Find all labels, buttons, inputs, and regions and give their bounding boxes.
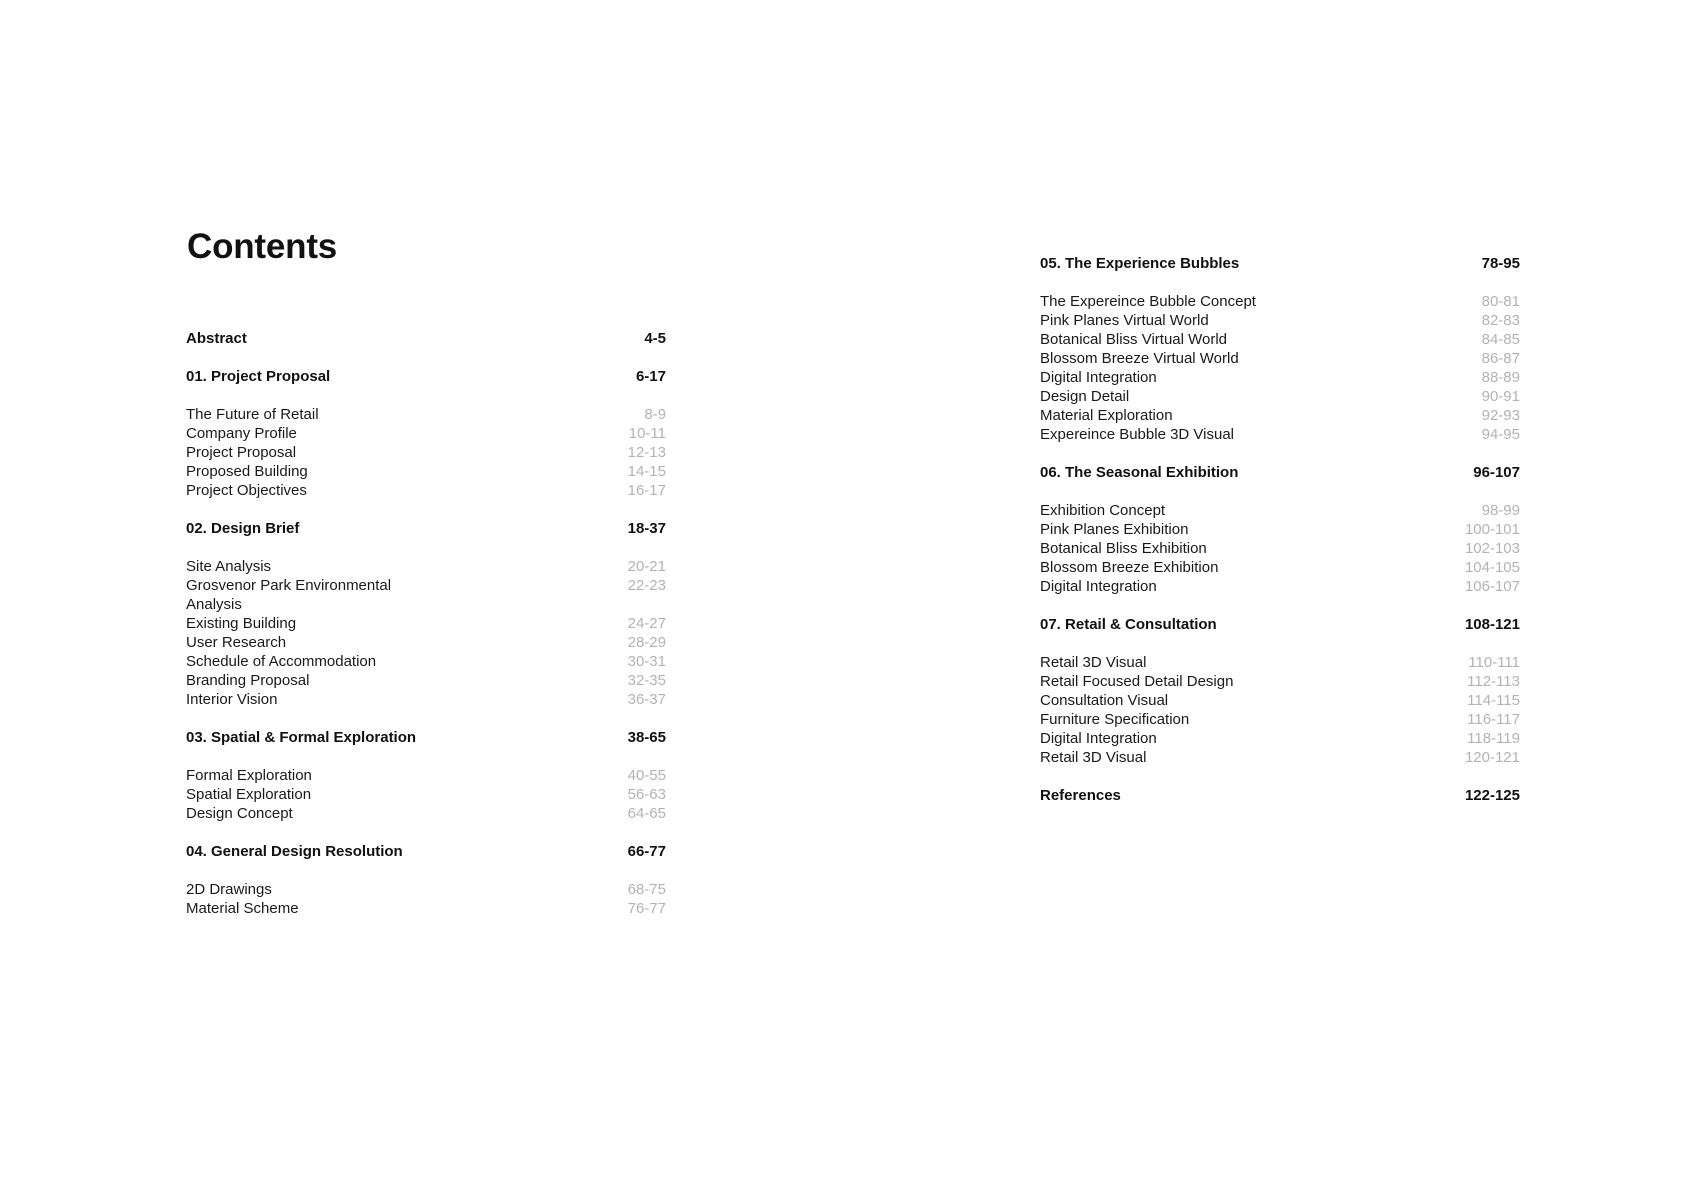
toc-item: [1040, 349, 1520, 368]
toc-item-label: Blossom Breeze Exhibition: [1040, 559, 1219, 576]
toc-item-pages: 116-117: [1467, 711, 1520, 728]
toc-item: [1040, 710, 1520, 729]
toc-item-pages: 14-15: [627, 463, 666, 480]
toc-item: [1040, 387, 1520, 406]
toc-item: [1040, 748, 1520, 767]
toc-item: [186, 405, 666, 424]
toc-heading: [186, 367, 666, 386]
toc-item-label: Pink Planes Virtual World: [1040, 312, 1209, 329]
toc-section: [1040, 463, 1520, 596]
toc-item: [1040, 406, 1520, 425]
toc-heading-label: References: [1040, 787, 1121, 804]
toc-item: [1040, 292, 1520, 311]
toc-section: [186, 519, 666, 709]
toc-heading: [186, 728, 666, 747]
toc-item: [1040, 577, 1520, 596]
toc-item-pages: 80-81: [1481, 293, 1520, 310]
toc-item-pages: 112-113: [1467, 673, 1520, 690]
toc-item-pages: 36-37: [627, 691, 666, 708]
toc-item-pages: 90-91: [1481, 388, 1520, 405]
toc-item: [1040, 330, 1520, 349]
toc-item: [186, 424, 666, 443]
toc-heading-label: 02. Design Brief: [186, 520, 300, 537]
toc-item: [186, 785, 666, 804]
toc-item: [1040, 672, 1520, 691]
toc-item: [186, 633, 666, 652]
toc-item-label: Furniture Specification: [1040, 711, 1190, 728]
toc-heading: [1040, 786, 1520, 805]
toc-item: [186, 766, 666, 785]
toc-heading: [1040, 254, 1520, 273]
toc-item-label: Exhibition Concept: [1040, 502, 1166, 519]
toc-item: [186, 443, 666, 462]
toc-item-pages: 30-31: [627, 653, 666, 670]
toc-item: [186, 481, 666, 500]
toc-heading-pages: 96-107: [1473, 464, 1520, 481]
toc-item-label: Pink Planes Exhibition: [1040, 521, 1189, 538]
toc-item: [186, 880, 666, 899]
toc-item-pages: 76-77: [627, 900, 666, 917]
toc-item-label: The Future of Retail: [186, 406, 319, 423]
toc-item-label: Digital Integration: [1040, 369, 1157, 386]
toc-heading: [1040, 463, 1520, 482]
toc-item-pages: 32-35: [627, 672, 666, 689]
toc-item: [1040, 653, 1520, 672]
toc-section: [1040, 615, 1520, 767]
toc-item-label: Digital Integration: [1040, 730, 1157, 747]
toc-item: [1040, 425, 1520, 444]
toc-item: [1040, 539, 1520, 558]
toc-item: [1040, 558, 1520, 577]
toc-item-pages: 24-27: [627, 615, 666, 632]
toc-item-label: Design Concept: [186, 805, 293, 822]
toc-item: [186, 576, 666, 614]
toc-item-pages: 10-11: [628, 425, 666, 442]
toc-item-label: Design Detail: [1040, 388, 1130, 405]
toc-item-label: Botanical Bliss Virtual World: [1040, 331, 1228, 348]
toc-item-pages: 40-55: [627, 767, 666, 784]
toc-item-label: Branding Proposal: [186, 672, 310, 689]
toc-item-pages: 118-119: [1467, 730, 1520, 747]
toc-section: [186, 367, 666, 500]
toc-item-label: Project Objectives: [186, 482, 307, 499]
toc-item-label: Expereince Bubble 3D Visual: [1040, 426, 1235, 443]
toc-item-pages: 100-101: [1464, 521, 1520, 538]
toc-section: [1040, 254, 1520, 444]
toc-heading-label: Abstract: [186, 330, 247, 347]
toc-item-pages: 120-121: [1464, 749, 1520, 766]
toc-item-label: Consultation Visual: [1040, 692, 1169, 709]
toc-item-pages: 20-21: [627, 558, 666, 575]
toc-item-label: Blossom Breeze Virtual World: [1040, 350, 1239, 367]
toc-section: [186, 842, 666, 918]
toc-item-label: Formal Exploration: [186, 767, 312, 784]
toc-item-pages: 104-105: [1464, 559, 1520, 576]
toc-heading-label: 05. The Experience Bubbles: [1040, 255, 1240, 272]
toc-item-label: Retail Focused Detail Design: [1040, 673, 1234, 690]
toc-item-label: Spatial Exploration: [186, 786, 312, 803]
toc-item-label: The Expereince Bubble Concept: [1040, 293, 1256, 310]
toc-item: [186, 462, 666, 481]
toc-heading-pages: 66-77: [627, 843, 666, 860]
toc-item-pages: 94-95: [1481, 426, 1520, 443]
toc-item: [1040, 501, 1520, 520]
toc-item-pages: 68-75: [627, 881, 666, 898]
toc-item: [1040, 729, 1520, 748]
toc-item-pages: 16-17: [627, 482, 666, 499]
toc-item-pages: 82-83: [1481, 312, 1520, 329]
contents-column-right: [1040, 254, 1520, 824]
toc-item-label: Botanical Bliss Exhibition: [1040, 540, 1207, 557]
toc-heading: [186, 842, 666, 861]
toc-item-pages: 86-87: [1481, 350, 1520, 367]
toc-item-pages: 84-85: [1481, 331, 1520, 348]
toc-item-pages: 64-65: [627, 805, 666, 822]
toc-item-label: 2D Drawings: [186, 881, 272, 898]
toc-item-label: Digital Integration: [1040, 578, 1157, 595]
toc-heading-label: 01. Project Proposal: [186, 368, 331, 385]
toc-heading-pages: 108-121: [1464, 616, 1520, 633]
toc-item-label: Existing Building: [186, 615, 297, 632]
toc-item: [1040, 311, 1520, 330]
contents-column-left: [186, 329, 666, 937]
toc-heading-label: 07. Retail & Consultation: [1040, 616, 1217, 633]
toc-heading: [186, 329, 666, 348]
toc-heading-pages: 122-125: [1464, 787, 1520, 804]
toc-item-label: Schedule of Accommodation: [186, 653, 377, 670]
toc-heading-pages: 38-65: [627, 729, 666, 746]
toc-item: [186, 804, 666, 823]
toc-item: [186, 614, 666, 633]
toc-item: [1040, 520, 1520, 539]
toc-item-label: Proposed Building: [186, 463, 308, 480]
toc-item-pages: 12-13: [627, 444, 666, 461]
toc-item: [1040, 368, 1520, 387]
toc-item: [186, 899, 666, 918]
toc-item: [186, 690, 666, 709]
toc-item-label: Grosvenor Park Environmental Analysis: [186, 577, 392, 613]
toc-item-pages: 8-9: [644, 406, 666, 423]
toc-item-pages: 28-29: [627, 634, 666, 651]
toc-section: [186, 728, 666, 823]
toc-item-label: Retail 3D Visual: [1040, 654, 1147, 671]
toc-heading-pages: 4-5: [644, 330, 666, 347]
toc-item-pages: 102-103: [1464, 540, 1520, 557]
toc-item-label: Material Exploration: [1040, 407, 1173, 424]
toc-item-pages: 106-107: [1464, 578, 1520, 595]
toc-item-pages: 98-99: [1481, 502, 1520, 519]
toc-section: [186, 329, 666, 348]
toc-item-pages: 92-93: [1481, 407, 1520, 424]
toc-item-pages: 56-63: [627, 786, 666, 803]
toc-item-pages: 22-23: [627, 577, 666, 594]
toc-heading-label: 04. General Design Resolution: [186, 843, 403, 860]
toc-item: [186, 652, 666, 671]
toc-heading: [1040, 615, 1520, 634]
toc-item-pages: 88-89: [1481, 369, 1520, 386]
toc-heading-label: 03. Spatial & Formal Exploration: [186, 729, 417, 746]
toc-item: [1040, 691, 1520, 710]
toc-item: [186, 557, 666, 576]
toc-item-label: Company Profile: [186, 425, 297, 442]
toc-item: [186, 671, 666, 690]
toc-item-pages: 114-115: [1467, 692, 1520, 709]
toc-item-label: Site Analysis: [186, 558, 272, 575]
toc-item-label: Retail 3D Visual: [1040, 749, 1147, 766]
toc-heading-pages: 6-17: [635, 368, 666, 385]
page-title: Contents: [187, 227, 338, 266]
toc-heading: [186, 519, 666, 538]
toc-item-label: Interior Vision: [186, 691, 278, 708]
toc-heading-pages: 18-37: [627, 520, 666, 537]
toc-heading-label: 06. The Seasonal Exhibition: [1040, 464, 1239, 481]
toc-item-label: Material Scheme: [186, 900, 299, 917]
toc-item-label: Project Proposal: [186, 444, 297, 461]
toc-item-pages: 110-111: [1468, 654, 1520, 671]
toc-item-label: User Research: [186, 634, 287, 651]
toc-section: [1040, 786, 1520, 805]
toc-heading-pages: 78-95: [1481, 255, 1520, 272]
